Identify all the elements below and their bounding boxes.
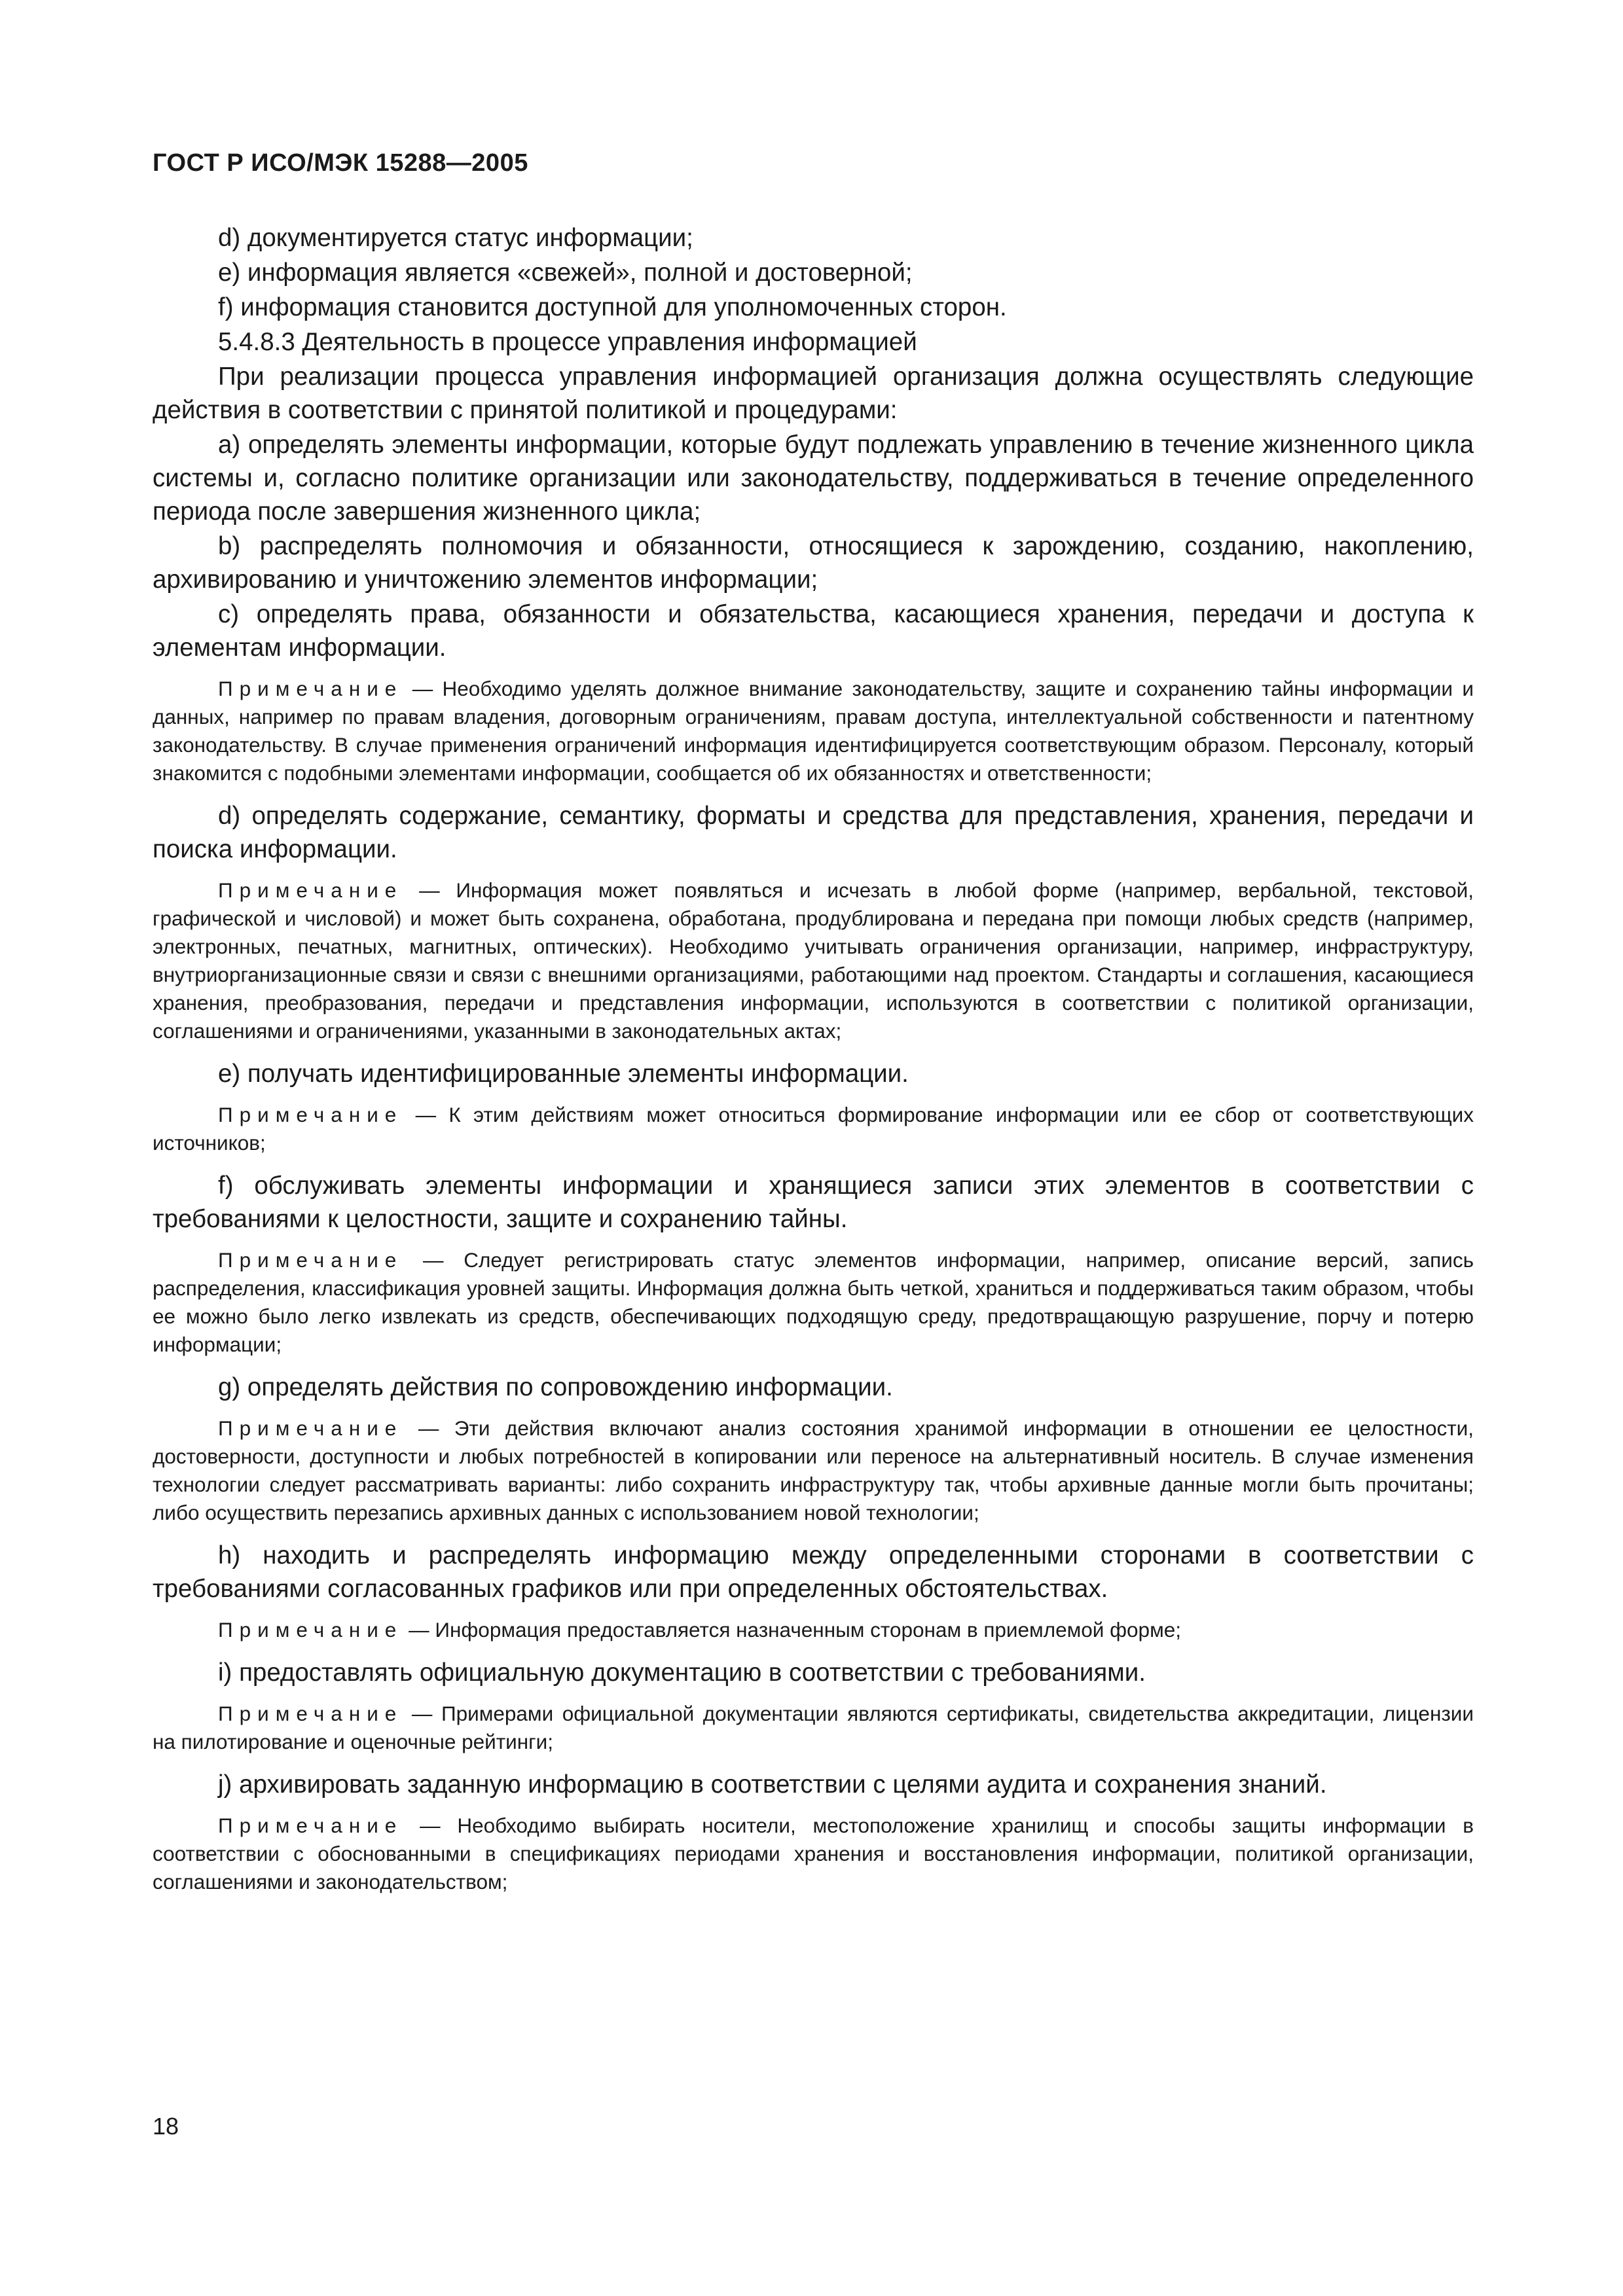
item-h: h) находить и распределять информацию между определенными сторонами в соответствии с требованиями согласованных графиков или при определенных обстоятельствах. [153, 1541, 1474, 1603]
note-text: — Следует регистрировать статус элементов информации, например, описание версий, запись распределения, классификация уровней защиты. Информация должна быть четкой, храниться и поддерживаться таким образом, чтобы ее можно было легко извлекать из средств, обеспечивающих подходящую среду, предотвращающую разрушение, порчу и потерю информации; [153, 1248, 1474, 1356]
document-body [153, 221, 1474, 1908]
note-text: — К этим действиям может относиться формирование информации или ее сбор от соответствующих источников; [153, 1103, 1474, 1155]
note-text: — Примерами официальной документации являются сертификаты, свидетельства аккредитации, лицензии на пилотирование и оценочные рейтинги; [153, 1702, 1474, 1753]
page-number: 18 [153, 2113, 179, 2140]
item-e-fresh: e) информация является «свежей», полной и достоверной; [218, 259, 913, 287]
note-label: Примечание [218, 1103, 403, 1126]
note-e [153, 1101, 1474, 1157]
note-text: — Необходимо уделять должное внимание законодательству, защите и сохранению тайны информации и данных, например по правам владения, договорным ограничениям, правам доступа, интеллектуальной собственности и патентному законодательству. В случае применения ограничений информация идентифицируется соответствующим образом. Персоналу, который знакомится с подобными элементами информации, сообщается об их обязанностях и ответственности; [153, 677, 1474, 785]
item-c: c) определять права, обязанности и обязательства, касающиеся хранения, передачи и доступа к элементам информации. [153, 600, 1474, 662]
note-label: Примечание [218, 677, 403, 700]
item-j: j) архивировать заданную информацию в соответствии с целями аудита и сохранения знаний. [218, 1770, 1327, 1799]
note-label: Примечание [218, 1702, 403, 1725]
note-label: Примечание [218, 1416, 403, 1440]
note-i [153, 1700, 1474, 1756]
note-label: Примечание [218, 1814, 403, 1837]
document-header: ГОСТ Р ИСО/МЭК 15288—2005 [153, 149, 528, 177]
item-a: a) определять элементы информации, которые будут подлежать управлению в течение жизненного цикла системы и, согласно политике организации или законодательству, поддерживаться в течение определенного периода после завершения жизненного цикла; [153, 431, 1474, 526]
note-text: — Информация может появляться и исчезать в любой форме (например, вербальной, текстовой, графической и числовой) и может быть сохранена, обработана, продублирована и передана при помощи любых средств (например, электронных, печатных, магнитных, оптических). Необходимо учитывать ограничения организации, например, инфраструктуру, внутриорганизационные связи и связи с внешними организациями, работающими над проектом. Стандарты и соглашения, касающиеся хранения, преобразования, передачи и представления информации, используются в соответствии с политикой организации, соглашениями и ограничениями, указанными в законодательных актах; [153, 878, 1474, 1043]
item-i: i) предоставлять официальную документацию в соответствии с требованиями. [218, 1659, 1146, 1687]
note-label: Примечание [218, 1618, 403, 1641]
note-label: Примечание [218, 1248, 403, 1272]
note-text: — Эти действия включают анализ состояния хранимой информации в отношении ее целостности, достоверности, доступности и любых потребностей в копировании или переносе на альтернативный носитель. В случае изменения технологии следует рассматривать варианты: либо сохранить инфраструктуру так, чтобы архивные данные могли быть прочитаны; либо осуществить перезапись архивных данных с использованием новой технологии; [153, 1416, 1474, 1524]
note-text: — Необходимо выбирать носители, местоположение хранилищ и способы защиты информации в соответствии с обоснованными в спецификациях периодами хранения и восстановления информации, политикой организации, соглашениями и законодательством; [153, 1814, 1474, 1893]
note-text: — Информация предоставляется назначенным сторонам в приемлемой форме; [409, 1618, 1181, 1641]
item-f-available: f) информация становится доступной для уполномоченных сторон. [218, 293, 1007, 321]
item-g: g) определять действия по сопровождению информации. [218, 1373, 893, 1401]
item-e: e) получать идентифицированные элементы информации. [218, 1060, 909, 1088]
item-d-status: d) документируется статус информации; [218, 224, 693, 252]
item-f: f) обслуживать элементы информации и хранящиеся записи этих элементов в соответствии с требованиями к целостности, защите и сохранению тайны. [153, 1172, 1474, 1233]
item-b: b) распределять полномочия и обязанности, относящиеся к зарождению, созданию, накоплению, архивированию и уничтожению элементов информации; [153, 532, 1474, 594]
note-h [153, 1616, 1474, 1644]
note-g [153, 1414, 1474, 1527]
note-label: Примечание [218, 878, 403, 902]
note-j [153, 1812, 1474, 1896]
item-d: d) определять содержание, семантику, форматы и средства для представления, хранения, передачи и поиска информации. [153, 802, 1474, 863]
intro-paragraph: При реализации процесса управления информацией организация должна осуществлять следующие действия в соответствии с принятой политикой и процедурами: [153, 363, 1474, 424]
note-d [153, 876, 1474, 1045]
section-heading: 5.4.8.3 Деятельность в процессе управления информацией [218, 328, 917, 356]
note-c [153, 675, 1474, 787]
note-f [153, 1246, 1474, 1359]
